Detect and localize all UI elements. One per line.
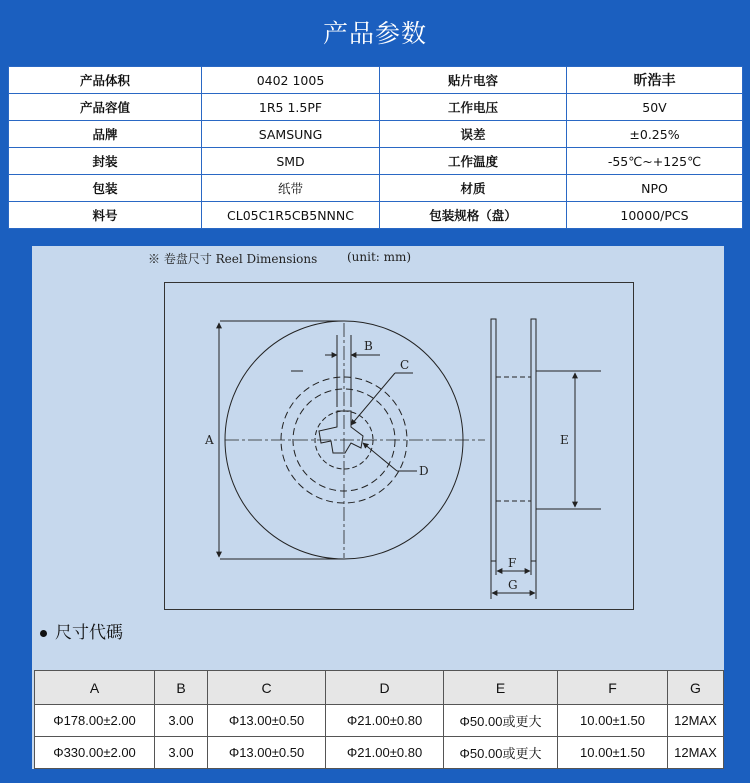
spec-label: 包装规格（盘）	[380, 202, 567, 229]
spec-row	[9, 94, 743, 121]
spec-value: 1R5 1.5PF	[202, 94, 380, 121]
spec-label: 产品容值	[9, 94, 202, 121]
column-header: D	[326, 671, 444, 705]
spec-label: 工作电压	[380, 94, 567, 121]
table-cell: Φ21.00±0.80	[326, 705, 444, 737]
spec-row	[9, 202, 743, 229]
dimension-header-row	[35, 671, 724, 705]
spec-row	[9, 67, 743, 94]
reel-drawing	[164, 282, 634, 610]
dimension-code-heading	[40, 618, 123, 643]
spec-label: 料号	[9, 202, 202, 229]
spec-value: SMD	[202, 148, 380, 175]
table-cell: Φ13.00±0.50	[208, 737, 326, 769]
reel-side-flange-left	[491, 319, 496, 561]
spec-value: CL05C1R5CB5NNNC	[202, 202, 380, 229]
spec-value: -55℃~+125℃	[567, 148, 743, 175]
spec-label: 工作温度	[380, 148, 567, 175]
spec-label: 品牌	[9, 121, 202, 148]
table-cell: 12MAX	[668, 705, 724, 737]
spec-value: 昕浩丰	[567, 67, 743, 94]
spec-label: 封装	[9, 148, 202, 175]
table-cell: Φ330.00±2.00	[35, 737, 155, 769]
table-row	[35, 737, 724, 769]
dimension-code-label: 尺寸代碼	[55, 623, 123, 643]
spec-table	[8, 66, 743, 229]
spec-value: ±0.25%	[567, 121, 743, 148]
table-cell: Φ50.00或更大	[444, 705, 558, 737]
table-cell: Φ178.00±2.00	[35, 705, 155, 737]
spec-label: 产品体积	[9, 67, 202, 94]
table-cell: Φ50.00或更大	[444, 737, 558, 769]
column-header: E	[444, 671, 558, 705]
dim-label-c: C	[400, 358, 410, 372]
spec-label: 贴片电容	[380, 67, 567, 94]
reel-panel	[32, 246, 724, 769]
spec-value: 纸带	[202, 175, 380, 202]
dim-label-f: F	[508, 556, 517, 570]
column-header: C	[208, 671, 326, 705]
spec-label: 包装	[9, 175, 202, 202]
spec-value: SAMSUNG	[202, 121, 380, 148]
table-cell: 10.00±1.50	[558, 705, 668, 737]
table-cell: Φ21.00±0.80	[326, 737, 444, 769]
table-cell: Φ13.00±0.50	[208, 705, 326, 737]
spec-value: 50V	[567, 94, 743, 121]
dim-label-e: E	[560, 433, 569, 447]
dim-label-g: G	[508, 578, 518, 592]
spec-value: 0402 1005	[202, 67, 380, 94]
table-cell: 3.00	[155, 705, 208, 737]
spec-label: 误差	[380, 121, 567, 148]
table-row	[35, 705, 724, 737]
reel-side-flange-right	[531, 319, 536, 561]
dimension-table	[34, 670, 724, 769]
dim-label-b: B	[364, 339, 373, 353]
dim-label-d: D	[419, 464, 429, 478]
spec-value: 10000/PCS	[567, 202, 743, 229]
page-title: 产品参数	[322, 19, 427, 48]
column-header: G	[668, 671, 724, 705]
table-cell: 3.00	[155, 737, 208, 769]
reel-diagram	[165, 283, 633, 609]
spec-value: NPO	[567, 175, 743, 202]
column-header: A	[35, 671, 155, 705]
spec-label: 材质	[380, 175, 567, 202]
reel-unit-label: (unit: mm)	[347, 250, 412, 264]
reel-dimensions-heading: ※ 卷盘尺寸 Reel Dimensions	[148, 252, 318, 266]
spec-row	[9, 121, 743, 148]
table-cell: 12MAX	[668, 737, 724, 769]
spec-row	[9, 148, 743, 175]
column-header: B	[155, 671, 208, 705]
table-cell: 10.00±1.50	[558, 737, 668, 769]
spec-row	[9, 175, 743, 202]
dim-label-a: A	[205, 433, 214, 447]
bullet-icon	[40, 630, 47, 637]
column-header: F	[558, 671, 668, 705]
